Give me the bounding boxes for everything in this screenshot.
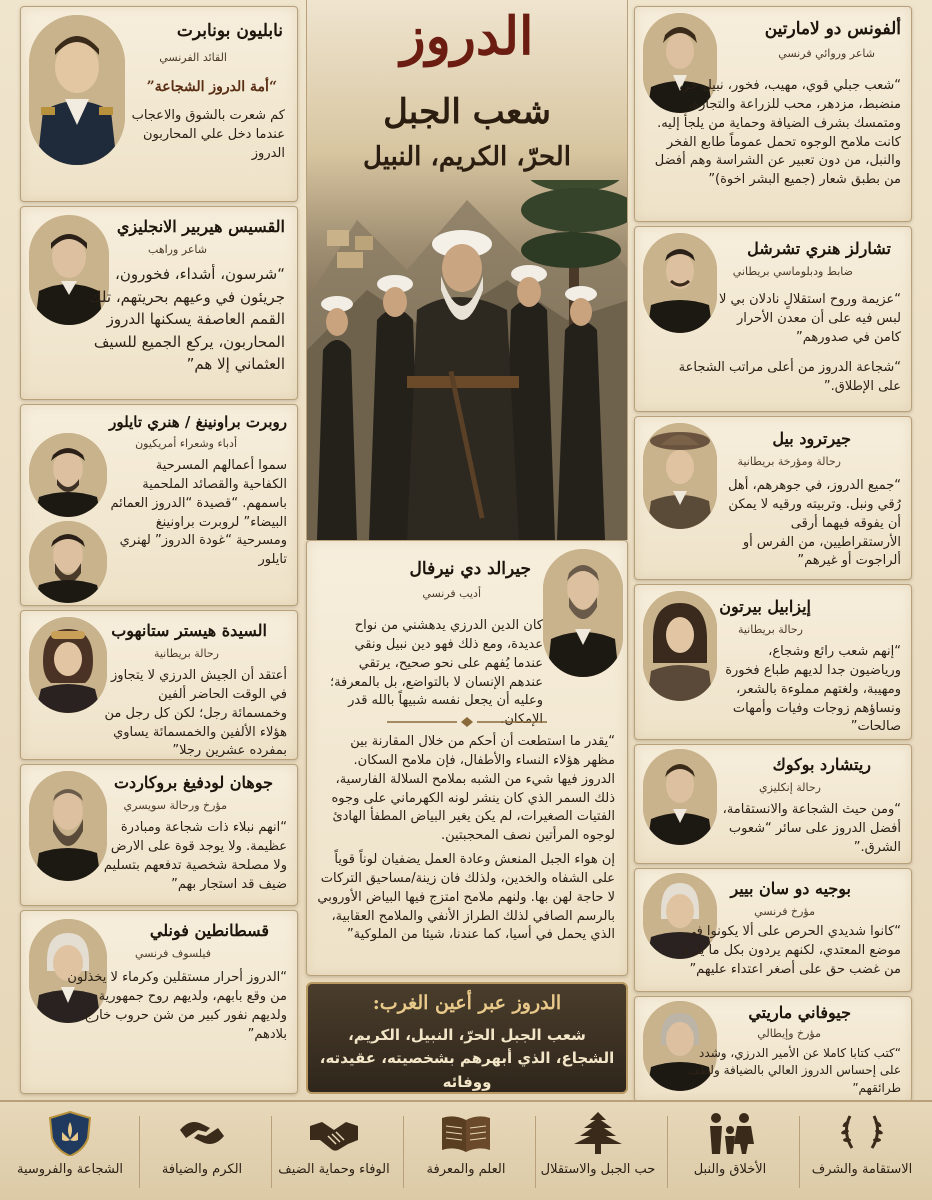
quote-burton: “إنهم شعب رائع وشجاع، ورياضيون جدا لديهم طباع فخورة ومهيبة، ولغتهم مملوءة بالشعر، ونساؤهم زوجات وفيات وأمهات صالحات” <box>725 644 901 735</box>
name-burton: إيزابيل بيرتون <box>719 597 811 616</box>
quote-napoleon: كم شعرت بالشوق والاعجاب عندما دخل علي المحاربون الدروز <box>131 108 285 161</box>
quote-volney: “الدروز أحرار مستقلين وكرماء لا يخذلون من وقع بابهم، ولديهم روح جمهورية ولديهم نفور كبير من شن حروب خارج بلادهم” <box>67 970 287 1042</box>
handshake-icon <box>308 1110 360 1156</box>
role-volney: فيلسوف فرنسي <box>135 947 211 960</box>
quote-lamartine: “شعب جبلي قوي، مهيب، فخور، نبيل جر، منضبط، مزدهر، محب للزراعة والتجارة، ومتمسك بشرف الضيافة وحماية من يلجأ إليه. كانت ملامح الوجوه تحمل عموماً طابع الفخر والنبل، من دون تعبير عن الشراسة وهم أفضل من بطبق شعار (جميع البشر اخوة)” <box>654 78 901 188</box>
hero-subtitle-1: شعب الجبل <box>383 92 551 132</box>
card-volney <box>20 910 298 1094</box>
name-volney: قسطانطين فونلي <box>149 921 269 940</box>
card-napoleon <box>20 6 298 202</box>
name-mariti: جيوفاني ماريتي <box>748 1003 851 1022</box>
portrait-bell <box>643 423 717 529</box>
quote-churchill-1: “عزيمة وروح استقلالٍ نادلان بي لا لبس فيه على أن معدن الأحرار كامن في صدورهم” <box>718 292 901 345</box>
value-integrity <box>800 1102 924 1200</box>
portrait-taylor <box>29 521 107 603</box>
value-generosity <box>140 1102 264 1200</box>
name-herbert: القسيس هيربير الانجليزي <box>116 217 285 236</box>
value-label: الكرم والضيافة <box>161 1162 243 1177</box>
role-nerval: أديب فرنسي <box>422 587 481 600</box>
name-lamartine: ألفونس دو لامارتين <box>764 19 901 39</box>
name-burckhardt: جوهان لودفيغ بروكاردت <box>113 773 273 792</box>
summary-banner <box>306 982 628 1094</box>
portrait-napoleon <box>29 15 125 165</box>
portrait-burckhardt <box>29 771 107 881</box>
value-label: الوفاء وحماية الضيف <box>278 1162 390 1177</box>
card-churchill <box>634 226 912 412</box>
name-napoleon: نابليون بونابرت <box>176 21 283 41</box>
hero-section <box>306 0 628 540</box>
name-stanhope: السيدة هيستر ستانهوب <box>111 621 267 640</box>
role-saintpierre: مؤرخ فرنسي <box>754 905 815 918</box>
role-bell: رحالة ومؤرخة بريطانية <box>737 455 841 468</box>
card-browning <box>20 404 298 606</box>
quote-bell: “جميع الدروز، في جوهرهم، أهل رُقي ونبل. وتربيته ورقيه لا يمكن أن يفوقه فيهما أرقى الأرستقراطيين، من الفرس أو ألراجوت أو غيرهم” <box>728 478 901 569</box>
separator <box>535 1116 536 1188</box>
family-icon <box>704 1110 756 1156</box>
portrait-pococke <box>643 749 717 845</box>
portrait-stanhope <box>29 617 107 713</box>
separator <box>271 1116 272 1188</box>
card-saintpierre <box>634 868 912 992</box>
hero-illustration <box>307 180 628 540</box>
role-burton: رحالة بريطانية <box>737 623 803 636</box>
portrait-churchill <box>643 233 717 333</box>
quote-pococke: “ومن حيث الشجاعة والانستقامة، أفضل الدروز على سائر “شعوب الشرق.” <box>722 802 901 855</box>
value-mountain <box>536 1102 660 1200</box>
quote-saintpierre: “كانوا شديدي الحرص على ألا يكونوا في موضع المعتدي، لكنهم يردون بكل ما يلزم من غضب حق على أصغر اعتداء عليهم” <box>681 924 901 977</box>
hero-title: الدروز <box>400 6 534 67</box>
portrait-burton <box>643 591 717 701</box>
role-churchill: ضابط ودبلوماسي بريطاني <box>732 265 853 278</box>
card-herbert <box>20 206 298 400</box>
value-morals <box>668 1102 792 1200</box>
role-mariti: مؤرخ وإيطالي <box>757 1027 821 1040</box>
name-bell: جيرترود بيل <box>772 429 851 448</box>
helping-hands-icon <box>176 1110 228 1156</box>
laurel-wreath-icon <box>836 1110 888 1156</box>
banner-text: شعب الجبل الحرّ، النبيل، الكريم، الشجاع، الذي أبهرهم بشخصيته، عقيدته، ووفائه <box>319 1026 615 1091</box>
quote-nerval-3: إن هواء الجبل المنعش وعادة العمل يضفيان لوناً قوياً على الشفاه والخدين، ولذلك فان زينة/مساحيق التركات لا حاجة لهن بها. ولنهم ملامح امتزج فيها البياض الأوروبي بالرسم الصافي لذلك الطراز الأنفي والملامح العقابية، الذي يحمل في أسيا، كما عندنا، شيئا من الملوكية” <box>317 852 615 943</box>
name-browning: روبرت براونينغ / هنري تايلور <box>109 413 287 431</box>
ornament-divider <box>387 717 547 727</box>
quote-mariti: “كتب كتابا كاملا عن الأمير الدرزي، وشدد على إحساس الدروز العالي بالضيافة ولطف طرائقهم” <box>688 1046 901 1095</box>
card-nerval <box>306 540 628 976</box>
role-stanhope: رحالة بريطانية <box>153 647 219 660</box>
separator <box>403 1116 404 1188</box>
card-burton <box>634 584 912 740</box>
value-courage <box>8 1102 132 1200</box>
quote-stanhope: أعتقد أن الجيش الدرزي لا يتجاوز في الوقت الحاضر ألفين وخمسمائة رجل؛ لكن كل رجل من هؤلاء الألفين والخمسمائة يساوي بمفرده عشرين رجلا” <box>104 668 287 759</box>
quote-burckhardt: “انهم نبلاء ذات شجاعة ومبادرة عظيمة. ولا يوجد قوة على الارض ولا مصلحة شخصية تدفعهم بتسليم ضيف قد استجار بهم” <box>103 820 287 892</box>
card-burckhardt <box>20 764 298 906</box>
card-mariti <box>634 996 912 1102</box>
values-footer <box>0 1100 932 1200</box>
role-herbert: شاعر وراهب <box>148 243 207 256</box>
quote-browning: سموا أعمالهم المسرحية الكفاحية والقصائد الملحمية باسمهم. “قصيدة “الدروز العمائم البيضاء” لروبرت براونينغ ومسرحية “غودة الدروز” لهنري تايلور <box>110 458 287 568</box>
open-book-icon <box>440 1110 492 1156</box>
card-lamartine <box>634 6 912 222</box>
role-browning: أدباء وشعراء أمريكيون <box>135 437 237 450</box>
role-lamartine: شاعر وروائي فرنسي <box>778 47 875 60</box>
value-knowledge <box>404 1102 528 1200</box>
banner-title: الدروز عبر أعين الغرب: <box>372 992 562 1014</box>
quote-churchill-2: “شجاعة الدروز من أعلى مراتب الشجاعة على الإطلاق.” <box>678 360 901 394</box>
subline-napoleon: “أمة الدروز الشجاعة” <box>146 79 277 95</box>
value-label: الأخلاق والنبل <box>693 1162 767 1177</box>
card-pococke <box>634 744 912 864</box>
value-label: العلم والمعرفة <box>426 1162 506 1177</box>
role-burckhardt: مؤرخ ورحالة سويسري <box>123 799 227 812</box>
separator <box>139 1116 140 1188</box>
card-stanhope <box>20 610 298 760</box>
quote-nerval-2: “يقدر ما استطعت أن أحكم من خلال المقارنة بين مظهر هؤلاء النساء والأطفال، فإن ملامح السكان. الدروز فيها شيء من الشبه بملامح السلالة الفارسية، ذلك السمر الذي كان ينشر لونه الكهرماني على وجوه الفتيات الصغيرات، لم يكن يغير البياض المطفأ الهادئ لوجوه المرأتين نصف المحجبتين. <box>331 734 615 844</box>
name-churchill: تشارلز هنري تشرشل <box>747 239 891 258</box>
cedar-tree-icon <box>572 1110 624 1156</box>
separator <box>799 1116 800 1188</box>
role-napoleon: القائد الفرنسي <box>159 51 227 64</box>
role-pococke: رحالة إنكليزي <box>758 781 821 794</box>
value-label: حب الجبل والاستقلال <box>540 1162 656 1177</box>
portrait-browning <box>29 433 107 517</box>
value-label: الشجاعة والفروسية <box>16 1162 124 1177</box>
card-bell <box>634 416 912 580</box>
name-saintpierre: بوجيه دو سان بيير <box>730 879 851 898</box>
shield-icon <box>44 1110 96 1156</box>
separator <box>667 1116 668 1188</box>
value-loyalty <box>272 1102 396 1200</box>
name-nerval: جيرالد دي نيرفال <box>409 559 531 579</box>
portrait-nerval <box>543 549 623 677</box>
value-label: الاستقامة والشرف <box>811 1162 913 1177</box>
name-pococke: ريتشارد بوكوك <box>772 755 871 774</box>
quote-nerval-1: كان الدين الدرزي يدهشني من نواح عديدة، ومع ذلك فهو دين نبيل ونقي عندما يُفهم على نحو صحيح، يرتقي عندهم الإنسان لا بالتواضع، بل بالمعرفة؛ وعليه أن يجعل نفسه شبيهاً بالله قدر الإمكان. <box>329 618 543 728</box>
quote-herbert: “شرسون، أشداء، فخورون، جريئون في وعيهم بحريتهم، تلك القمم العاصفة يسكنها الدروز المحاربون، يركع الجميع للسيف العثماني إلا هم” <box>89 265 285 373</box>
hero-subtitle-2: الحرّ، الكريم، النبيل <box>363 142 571 172</box>
